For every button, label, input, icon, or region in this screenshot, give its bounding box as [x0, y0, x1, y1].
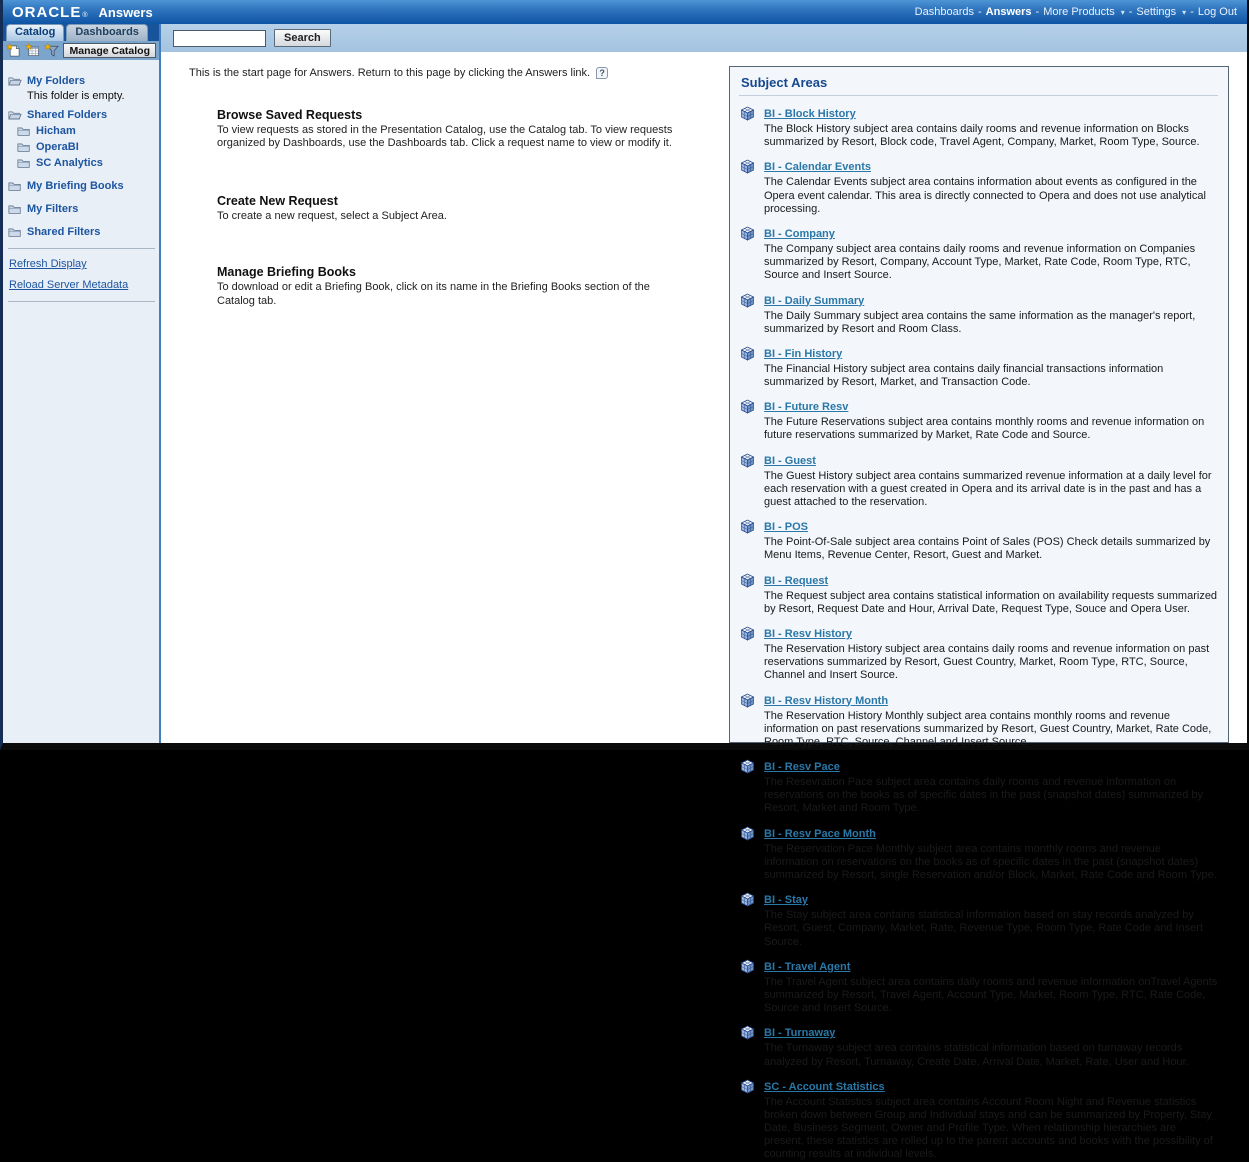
nav-settings-link[interactable]: Settings — [1136, 6, 1177, 18]
oracle-logo-text: ORACLE — [12, 3, 82, 21]
tab-dashboards[interactable]: Dashboards — [66, 24, 148, 41]
subject-area-desc: The Financial History subject area contains daily financial transactions information summarized by Resort, Market, and Transaction Code. — [764, 362, 1164, 389]
nav-separator: - — [1128, 6, 1133, 18]
cube-icon — [739, 398, 756, 414]
sidebar-item-sc-analytics[interactable] — [17, 157, 155, 169]
sidebar-toolbar — [3, 41, 159, 60]
subject-area-link[interactable]: BI - Resv Pace — [764, 761, 840, 774]
subject-area-desc: The Company subject area contains daily rooms and revenue information on Companies summarized by Resort, Company, Account Type, Market, Rate Code, Room Type, RTC, Source and Insert Source. — [764, 242, 1196, 282]
nav-dashboards-link[interactable]: Dashboards — [914, 6, 974, 18]
folder-label: Hicham — [36, 125, 76, 137]
subject-area-item — [739, 291, 1218, 336]
subject-area-link[interactable]: BI - Daily Summary — [764, 294, 865, 307]
subject-areas-list — [739, 104, 1218, 1162]
search-input[interactable] — [173, 30, 266, 47]
cube-icon — [739, 758, 756, 774]
subject-area-desc: The Point-Of-Sale subject area contains Point of Sales (POS) Check details summarized by Menu Items, Revenue Center, Resort, Guest and Market. — [764, 536, 1211, 562]
cube-icon — [739, 158, 756, 174]
subject-area-item — [739, 757, 1218, 816]
subject-area-item — [739, 571, 1218, 616]
subject-area-item — [739, 624, 1218, 683]
subject-area-desc: The Future Reservations subject area contains monthly rooms and revenue information on future reservations summarized by Market, Rate Code and Source. — [764, 416, 1205, 442]
subject-area-desc: The Daily Summary subject area contains the same information as the manager's report, summarized by Resort and Room Class. — [764, 309, 1196, 335]
nav-separator: - — [1190, 6, 1194, 18]
section-desc: To view requests as stored in the Presentation Catalog, use the Catalog tab. To view requests organized by Dashboards, use the Dashboards tab. Click a request name to view or modify it. — [217, 124, 673, 150]
subject-area-item — [739, 397, 1218, 442]
subject-area-item — [739, 104, 1218, 149]
closed-folder-icon — [17, 157, 31, 169]
sidebar-item-my-filters[interactable] — [8, 203, 155, 215]
subject-area-link[interactable]: BI - Future Resv — [764, 401, 849, 414]
open-folder-icon — [8, 75, 22, 87]
subject-area-link[interactable]: BI - Stay — [764, 894, 809, 907]
section-title: Browse Saved Requests — [217, 108, 363, 122]
subject-area-desc: The Resevration Pace subject area contains daily rooms and revenue information on reservations on the books as of specific dates in the past (snapshot dates) summarized by Resort, Market and Room Type. — [764, 776, 1204, 815]
cube-icon — [739, 958, 756, 974]
sidebar-divider — [8, 248, 155, 249]
cube-icon — [739, 225, 756, 241]
closed-folder-icon — [8, 226, 22, 238]
cube-icon — [739, 518, 756, 534]
new-request-icon[interactable] — [6, 43, 21, 58]
folder-tree — [3, 60, 159, 302]
closed-folder-icon — [17, 125, 31, 137]
section-create-new-request — [217, 194, 687, 223]
tab-catalog[interactable]: Catalog — [6, 24, 64, 41]
subject-area-desc: The Calendar Events subject area contains information about events as configured in the Opera event calendar. This area is directly connected to Opera and does not use analytical processing. — [764, 176, 1206, 215]
folder-label: My Filters — [27, 203, 79, 215]
sidebar-item-shared-folders[interactable] — [8, 109, 155, 121]
manage-catalog-button[interactable]: Manage Catalog — [63, 43, 156, 58]
subject-area-desc: The Turnaway subject area contains statistical information based on turnaway records analyzed by Resort, Turnaway, Create Date, Arrival Date, Market, Rate, User and Hour. — [764, 1042, 1189, 1068]
section-desc: To download or edit a Briefing Book, click on its name in the Briefing Books section of the Catalog tab. — [217, 281, 650, 307]
refresh-display-link[interactable]: Refresh Display — [9, 258, 87, 270]
subject-area-item — [739, 344, 1218, 389]
subject-area-item — [739, 224, 1218, 283]
cube-icon — [739, 825, 756, 841]
subject-area-item — [739, 1023, 1218, 1068]
subject-area-link[interactable]: BI - Travel Agent — [764, 960, 851, 973]
reload-server-metadata-link[interactable]: Reload Server Metadata — [9, 279, 129, 291]
subject-area-link[interactable]: BI - Resv History Month — [764, 694, 889, 707]
sidebar-item-operabi[interactable] — [17, 141, 155, 153]
cube-icon — [739, 891, 756, 907]
search-bar — [161, 24, 1247, 52]
subject-area-link[interactable]: BI - Turnaway — [764, 1027, 836, 1040]
nav-separator: - — [1035, 6, 1040, 18]
section-manage-briefing-books — [217, 265, 687, 308]
subject-area-item — [739, 451, 1218, 510]
cube-icon — [739, 572, 756, 588]
folder-label: OperaBI — [36, 141, 79, 153]
catalog-sidebar — [3, 24, 161, 743]
subject-areas-title: Subject Areas — [739, 73, 1218, 96]
subject-area-desc: The Request subject area contains statistical information on availability requests summarized by Resort, Request Date and Hour, Arrival Date, Request Type, Souce and Opera User. — [764, 589, 1218, 615]
section-desc: To create a new request, select a Subject Area. — [217, 209, 447, 222]
subject-area-item — [739, 691, 1218, 750]
subject-area-item — [739, 957, 1218, 1016]
new-briefing-book-icon[interactable] — [25, 43, 40, 58]
help-icon[interactable]: ? — [596, 67, 608, 79]
subject-area-item — [739, 517, 1218, 562]
top-header — [3, 0, 1247, 24]
subject-area-desc: The Reservation Pace Monthly subject area contains monthly rooms and revenue information on reservations on the books as of specific dates in the past (snapshot dates) summarized by Resort, single Reservation and/or Block, Market, Rate Code and Room Type. — [764, 842, 1217, 881]
closed-folder-icon — [17, 141, 31, 153]
new-filter-icon[interactable] — [44, 43, 59, 58]
folder-label: SC Analytics — [36, 157, 103, 169]
cube-icon — [739, 345, 756, 361]
section-title: Manage Briefing Books — [217, 265, 356, 280]
subject-area-desc: The Travel Agent subject area contains daily rooms and revenue information onTravel Agents summarized by Resort, Travel Agent, Account Type, Market, Room Type, RTC, Rate Code, Source and Insert Source. — [764, 975, 1218, 1015]
sidebar-item-my-briefing-books[interactable] — [8, 180, 155, 192]
closed-folder-icon — [8, 203, 22, 215]
closed-folder-icon — [8, 180, 22, 192]
section-browse-saved-requests — [217, 108, 687, 151]
subject-area-link[interactable]: BI - Block History — [764, 108, 856, 120]
sidebar-item-my-folders[interactable] — [8, 75, 155, 87]
subject-area-desc: The Block History subject area contains daily rooms and revenue information on Blocks summarized by Resort, Block code, Travel Agent, Company, Market, Room Type, Source. — [764, 123, 1200, 149]
cube-icon — [739, 105, 756, 121]
subject-area-link[interactable]: BI - Resv Pace Month — [764, 827, 876, 840]
subject-area-desc: The Reservation History subject area contains daily rooms and revenue information on past reservations summarized by Resort, Guest Country, Market, Room Type, RTC, Source, Channel and Insert Source. — [764, 642, 1210, 682]
subject-area-item — [739, 157, 1218, 216]
open-folder-icon — [8, 109, 22, 121]
subject-area-item — [739, 824, 1218, 883]
cube-icon — [739, 625, 756, 641]
cube-icon — [739, 1078, 756, 1094]
subject-area-item — [739, 890, 1218, 949]
folder-label: My Folders — [27, 75, 86, 87]
sidebar-divider — [8, 301, 155, 302]
top-nav — [915, 6, 1247, 18]
chevron-down-icon[interactable]: ▾ — [1120, 7, 1125, 17]
subject-area-link[interactable]: BI - Fin History — [764, 347, 843, 360]
section-title: Create New Request — [217, 193, 338, 208]
cube-icon — [739, 692, 756, 708]
cube-icon — [739, 292, 756, 308]
intro-text: This is the start page for Answers. Return to this page by clicking the Answers link. — [189, 67, 591, 79]
cube-icon — [739, 1024, 756, 1040]
search-button[interactable]: Search — [274, 29, 331, 47]
subject-area-link[interactable]: BI - POS — [764, 521, 809, 534]
subject-area-link[interactable]: BI - Resv History — [764, 627, 853, 640]
oracle-answers-logo — [3, 4, 161, 21]
subject-area-desc: The Guest History subject area contains summarized revenue information at a daily level for each reservation with a guest created in Opera and its arrival date is in the past and has a guest attached to the reservation. — [764, 469, 1212, 508]
subject-areas-panel — [729, 66, 1229, 1161]
subject-area-link[interactable]: BI - Calendar Events — [764, 161, 871, 174]
subject-area-link[interactable]: SC - Account Statistics — [764, 1080, 885, 1093]
registered-mark: ® — [82, 11, 88, 19]
sidebar-item-hicham[interactable] — [17, 125, 155, 137]
folder-label: My Briefing Books — [27, 180, 124, 192]
app-name: Answers — [98, 4, 153, 20]
nav-more-products-link[interactable]: More Products — [1043, 6, 1115, 18]
nav-separator: - — [978, 6, 982, 18]
sidebar-tabstrip — [3, 24, 159, 41]
chevron-down-icon[interactable]: ▾ — [1182, 7, 1187, 17]
folder-label: Shared Folders — [27, 109, 108, 121]
nav-log-out-link[interactable]: Log Out — [1197, 6, 1237, 18]
subject-area-link[interactable]: BI - Guest — [764, 454, 816, 467]
subject-area-desc: The Account Statistics subject area contains Account Room Night and Revenue statistics broken down between Group and Individual stays and can be summarized by Property, Stay Date, Business Segment, Owner and Profile Type. When relationship hierarchies are present, these statistics are rolled up to the parent accounts and books with the possibility of counting results at individual levels. — [764, 1095, 1213, 1161]
nav-answers-link[interactable]: Answers — [985, 6, 1032, 18]
subject-area-item — [739, 1077, 1218, 1162]
subject-area-link[interactable]: BI - Company — [764, 227, 835, 240]
sidebar-item-shared-filters[interactable] — [8, 226, 155, 238]
subject-area-link[interactable]: BI - Request — [764, 574, 829, 587]
cube-icon — [739, 452, 756, 468]
subject-area-desc: The Stay subject area contains statistical information based on stay records analyzed by Resort, Guest, Company, Market, Rate, Revenue Type, Room Type, Rate Code and Insert Source. — [764, 909, 1203, 948]
empty-folder-note: This folder is empty. — [27, 90, 125, 102]
subject-area-desc: The Reservation History Monthly subject area contains monthly rooms and revenue information on past reservations summarized by Resort, Guest Country, Market, Rate Code, Room Type, RTC, Source, Channel and Insert Source. — [764, 709, 1212, 748]
folder-label: Shared Filters — [27, 226, 101, 238]
